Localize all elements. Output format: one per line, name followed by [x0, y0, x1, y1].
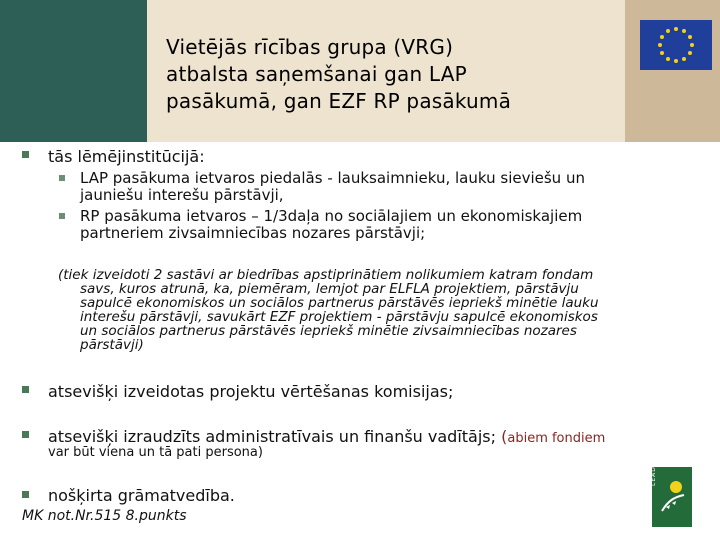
bullet-text: nošķirta grāmatvedība.: [48, 486, 235, 505]
note-text: pārstāvji): [80, 337, 144, 353]
note-text: interešu pārstāvji, savukārt EZF projektiem - pārstāvju sapulcē ekonomiskos: [80, 309, 598, 325]
bullet-marker: [22, 386, 29, 393]
sub-bullet-marker: [59, 213, 65, 219]
leader-text: LEADER: [650, 456, 657, 486]
note-text: (tiek izveidoti 2 sastāvi ar biedrības apstiprinātiem nolikumiem katram fondam: [58, 267, 594, 283]
note-text: savs, kuros atrunā, ka, piemēram, lemjot par ELFLA projektiem, pārstāvju: [80, 281, 579, 297]
sub-bullet-marker: [59, 175, 65, 181]
paren-text: abiem fondiem: [507, 431, 606, 446]
sub-bullet-text: jauniešu interešu pārstāvji,: [80, 186, 284, 204]
note-text: un sociālos partnerus pārstāvēs iepriekš minētie zivsaimniecības nozares: [80, 323, 577, 339]
title-line-1: Vietējās rīcības grupa (VRG): [166, 35, 454, 59]
sub-bullet-text: RP pasākuma ietvaros – 1/3daļa no sociālajiem un ekonomiskajiem: [80, 207, 583, 225]
bullet-text: tās lēmējinstitūcijā:: [48, 147, 205, 166]
bullet-marker: [22, 491, 29, 498]
footer-reference: MK not.Nr.515 8.punkts: [22, 508, 187, 524]
bullet-marker: [22, 151, 29, 158]
paren-open: (: [501, 427, 508, 446]
title-line-3: pasākumā, gan EZF RP pasākumā: [166, 89, 512, 113]
sub-bullet-text: partneriem zivsaimniecības nozares pārstāvji;: [80, 224, 426, 242]
bullet-text-continuation: var būt viena un tā pati persona): [48, 445, 263, 460]
leader-logo: [652, 467, 692, 527]
bullet-text-main: atsevišķi izraudzīts administratīvais un finanšu vadītājs;: [48, 427, 497, 446]
note-text: sapulcē ekonomiskos un sociālos partnerus pārstāvēs iepriekš minētie lauku: [80, 295, 599, 311]
title-line-2: atbalsta saņemšanai gan LAP: [166, 62, 467, 86]
bullet-marker: [22, 431, 29, 438]
bullet-text: atsevišķi izveidotas projektu vērtēšanas komisijas;: [48, 382, 454, 401]
leader-emblem-icon: [652, 467, 692, 527]
sub-bullet-text: LAP pasākuma ietvaros piedalās - lauksaimnieku, lauku sieviešu un: [80, 169, 585, 187]
